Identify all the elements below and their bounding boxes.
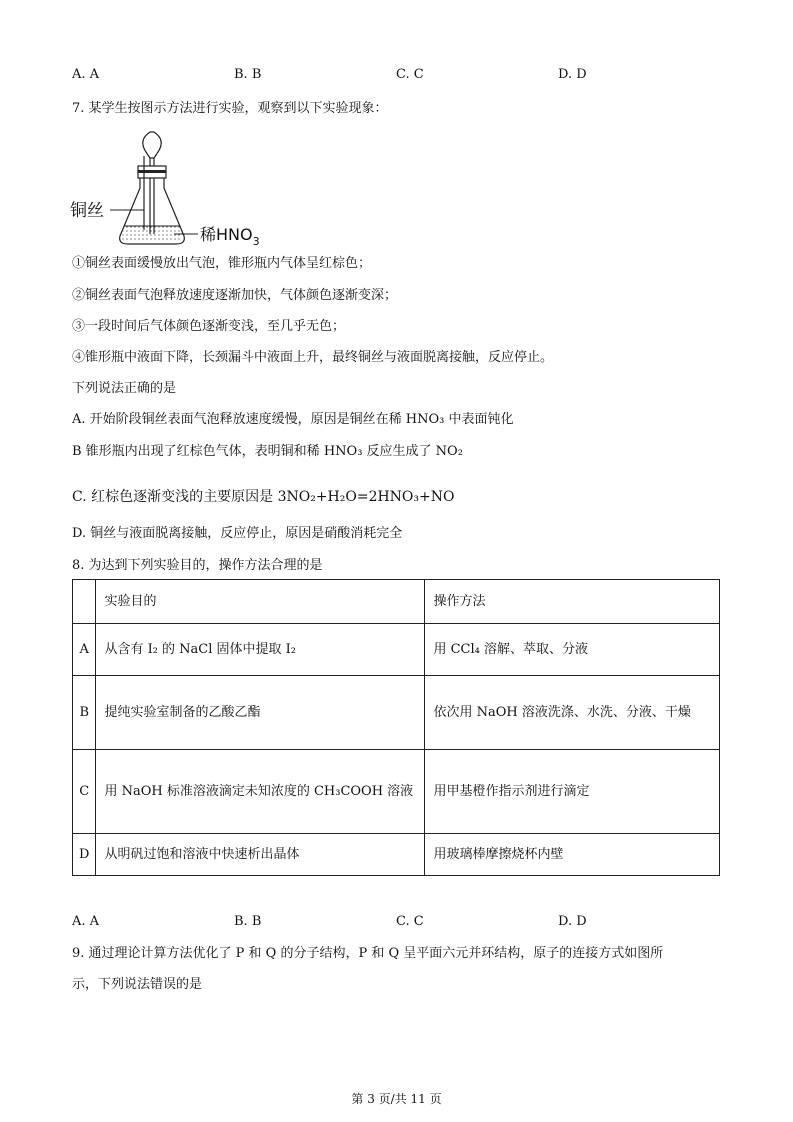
q7-observation-3: ③一段时间后气体颜色逐渐变浅，至几乎无色； [72, 319, 346, 334]
q8-option-a: A. A [72, 914, 100, 929]
header-blank [73, 580, 96, 624]
q8-option-c: C. C [396, 914, 424, 929]
label-copper-wire: 铜丝 [70, 201, 104, 221]
row-goal: 用 NaOH 标准溶液滴定未知浓度的 CH₃COOH 溶液 [96, 750, 425, 834]
stopper-band [138, 170, 166, 173]
q7-option-c: C. 红棕色逐渐变浅的主要原因是 3NO₂+H₂O=2HNO₃+NO [72, 489, 455, 505]
dilute-nitric-acid [122, 226, 182, 242]
q7-option-a: A. 开始阶段铜丝表面气泡释放速度缓慢，原因是铜丝在稀 HNO₃ 中表面钝化 [72, 412, 514, 427]
table-row [73, 750, 720, 834]
row-method: 依次用 NaOH 溶液洗涤、水洗、分液、干燥 [425, 676, 720, 750]
header-method: 操作方法 [425, 580, 720, 624]
row-method: 用甲基橙作指示剂进行滴定 [425, 750, 720, 834]
top-option-b: B. B [234, 67, 262, 82]
q7-option-d: D. 铜丝与液面脱离接触，反应停止，原因是硝酸消耗完全 [72, 526, 403, 541]
row-letter: B [73, 676, 96, 750]
table-row [73, 676, 720, 750]
page-footer: 第 3 页/共 11 页 [351, 1092, 442, 1106]
top-option-a: A. A [72, 67, 100, 82]
q7-apparatus-figure [70, 126, 280, 250]
q7-question: 下列说法正确的是 [72, 381, 177, 396]
q9-stem-line-2: 示，下列说法错误的是 [72, 977, 203, 992]
top-option-d: D. D [558, 67, 587, 82]
top-option-c: C. C [396, 67, 424, 82]
table-row [73, 624, 720, 676]
funnel-bulb [143, 132, 161, 158]
q7-observation-2: ②铜丝表面气泡释放速度逐渐加快，气体颜色逐渐变深； [72, 288, 398, 303]
q8-stem: 8. 为达到下列实验目的，操作方法合理的是 [72, 558, 323, 573]
q9-stem-line-1: 9. 通过理论计算方法优化了 P 和 Q 的分子结构，P 和 Q 呈平面六元并环结构，原子的连接方式如图所 [72, 946, 664, 961]
q8-table [72, 579, 720, 876]
q7-observation-1: ①铜丝表面缓慢放出气泡，锥形瓶内气体呈红棕色； [72, 256, 372, 271]
q8-option-d: D. D [558, 914, 587, 929]
row-goal: 从明矾过饱和溶液中快速析出晶体 [96, 834, 425, 876]
table-row [73, 834, 720, 876]
row-letter: A [73, 624, 96, 676]
q7-option-b: B 锥形瓶内出现了红棕色气体，表明铜和稀 HNO₃ 反应生成了 NO₂ [72, 444, 463, 459]
row-goal: 提纯实验室制备的乙酸乙酯 [96, 676, 425, 750]
q7-observation-4: ④锥形瓶中液面下降，长颈漏斗中液面上升，最终铜丝与液面脱离接触，反应停止。 [72, 350, 554, 365]
row-letter: C [73, 750, 96, 834]
row-goal: 从含有 I₂ 的 NaCl 固体中提取 I₂ [96, 624, 425, 676]
q8-option-b: B. B [234, 914, 262, 929]
header-goal: 实验目的 [96, 580, 425, 624]
table-header-row [73, 580, 720, 624]
row-method: 用 CCl₄ 溶解、萃取、分液 [425, 624, 720, 676]
row-letter: D [73, 834, 96, 876]
row-method: 用玻璃棒摩擦烧杯内壁 [425, 834, 720, 876]
q7-stem: 7. 某学生按图示方法进行实验，观察到以下实验现象： [72, 101, 388, 116]
label-dilute-hno3: 稀$HNO_3$ [200, 225, 260, 248]
